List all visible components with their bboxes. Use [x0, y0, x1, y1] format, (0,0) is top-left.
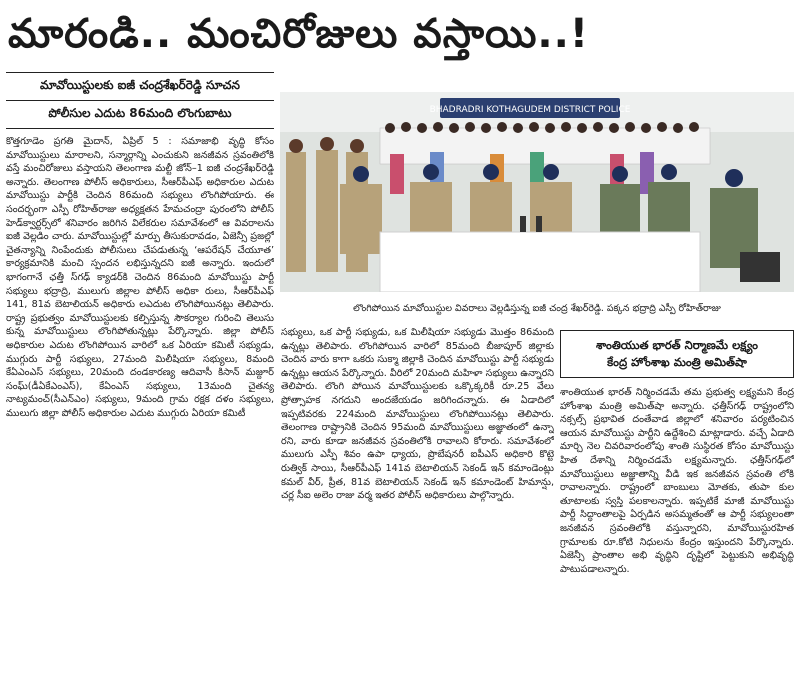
- deck-line-2: పోలీసుల ఎదుట 86మంది లొంగుబాటు: [48, 106, 232, 120]
- side-story-heading-line-1: శాంతియుత భారత్ నిర్మాణమే లక్ష్యం: [595, 338, 759, 352]
- left-column: [6, 72, 274, 672]
- press-conference-photo: [280, 92, 794, 292]
- side-story-body: శాంతియుత భారత్ నిర్మించడమే తమ ప్రభుత్వ లక్ష్యమని కేంద్ర హోంశాఖ మంత్రి అమిత్‌షా అన్నారు. ఛత్తీస్‌గఢ్ రాష్ట్రంలోని నక్సల్స్ ప్రభావిత దంతేవాడ జిల్లాలో శనివారం పర్యటించిన ఆయన మావోయిస్టు పార్టీని ఉద్దేశించి మాట్లాడారు. వచ్చే ఏడాది మార్చి నెల చివరివారంలోపు శాంతి సుస్థిరత కోసం మావోయిస్టు హిత దేశాన్ని నిర్మించడమే లక్ష్యమన్నారు. ఛత్తీస్‌గఢ్‌లో మావోయిస్టులు అజ్ఞాతాన్ని వీడి ఇక జనజీవన స్రవంతి లోకి రావాలన్నారు. రాష్ట్రంలో బాంబులు మోతకు, తుపా కుల తూటాలకు స్వస్తి పలకాలన్నారు. ఇప్పటికే మాజీ మావోయిస్టు పార్టీ సిద్ధాంతాలపై ఏర్పడిన అసమ్మతంతో ఆ పార్టీ సభ్యులంతా జనజీవన స్రవంతిలోకి వస్తున్నారని, మావోయిస్టురహిత గ్రామాలకు రూ.కోటి నిధులను కేంద్రం ఇస్తుందని పేర్కొన్నారు. ఏజెన్సీ ప్రాంతాల అభి వృద్ధిని దృష్టిలో పెట్టుకుని అభివృద్ధి పాటుపడాలన్నారు.: [560, 387, 794, 575]
- side-story: [560, 330, 794, 672]
- side-story-heading: [560, 330, 794, 378]
- photo-banner-text: BHADRADRI KOTHAGUDEM DISTRICT POLICE: [429, 105, 631, 115]
- deck: [6, 72, 274, 129]
- deck-line-1: మావోయిస్టులకు ఐజీ చంద్రశేఖర్‌రెడ్డి సూచన: [6, 73, 274, 101]
- side-story-heading-line-2: కేంద్ర హోంశాఖ మంత్రి అమిత్‌షా: [607, 355, 747, 369]
- headline: మారండి.. మంచిరోజులు వస్తాయి..!: [8, 11, 590, 57]
- article-body-left: కొత్తగూడెం ప్రగతి మైదాన్, ఏప్రిల్ 5 : సమాజాభి వృద్ధి కోసం మావోయిస్టులు మారాలని, సన్మార్గాన్ని ఎంచుకుని జనజీవన స్రవంతిలోకి వస్తే మంచిరోజులు వస్తాయని తెలంగాణ మల్టీ జోన్–1 ఐజీ చంద్రశేఖర్‌రెడ్డి అన్నారు. తెలంగాణ పోలీస్ అధికారులు, సీఆర్‌పీఎఫ్ అధికారుల ఎదుట మావోయిస్టు పార్టీకి చెందిన 86మంది సభ్యులు లొంగిపోయారు. ఈ సందర్భంగా ఎస్పీ రోహిత్‌రాజు అధ్యక్షతన హేమచంద్రా పురంలోని పోలీస్ హెడ్‌క్వార్టర్స్‌లో శనివారం జరిగిన విలేకరుల సమావేశంలో ఆ వివరాలను ఐజీ వెల్లడిం చారు. మావోయిస్టుల్లో మార్పు తీసుకురావడం, ఏజెన్సీ ప్రజల్లో చైతన్యాన్ని నింపేందుకు పోలీసులు చేపడుతున్న ‘ఆపరేషన్ చేయూత’ కార్యక్రమానికి మంచి స్పందన లభిస్తున్నదని ఐజీ అన్నారు. ఇందులో భాగంగానే ఛత్తీ స్‌గఢ్ క్యాడర్‌కి చెందిన 86మంది మావోయిస్టు పార్టీ సభ్యులు భద్రాద్రి, ములుగు జిల్లాల పోలీస్ అధికా రులు, సీఆర్‌పీఎఫ్ 141, 81వ బెటాలియన్ అధికారు లఎదుట లొంగిపోయినట్లు తెలిపారు. రాష్ట్ర ప్రభుత్వం మావోయిస్టులకు కల్పిస్తున్న సౌకర్యాల గురించి తెలుసు కున్న మావోయిస్టులు లొంగిపోతున్నట్లు పేర్కొన్నారు. జిల్లా పోలీస్ అధికారుల ఎదుట లొంగిపోయిన వారిలో ఒక ఏరియా కమిటీ సభ్యుడు, ముగ్గురు పార్టీ సభ్యులు, 27మంది మిలీషియా సభ్యులు, 8మంది కేఏఎంఎస్ సభ్యులు, 20మంది దండకారణ్య ఆదివాసీ కిసాన్ మజ్దూర్ సంఘ్(డీఏకేఎంఎస్), కేఏంఎస్ సభ్యులు, 13మంది చైతన్య నాట్యమంచ్(సీఎన్ఎం) సభ్యులు, 9మంది గ్రామ రక్షక దళం సభ్యులు, ములుగు జిల్లా పోలీస్ అధికారుల ఎదుట ముగ్గురు ఏరియా కమిటీ: [6, 136, 274, 419]
- photo-caption: లొంగిపోయిన మావోయిస్టుల వివరాలు వెల్లడిస్తున్న ఐజీ చంద్ర శేఖర్‌రెడ్డి. పక్కన భద్రాద్రి ఎస్పీ రోహిత్‌రాజు: [353, 303, 721, 314]
- article-body-middle: సభ్యులు, ఒక పార్టీ సభ్యుడు, ఒక మిలీషియా సభ్యుడు మొత్తం 86మంది ఉన్నట్లు తెలిపారు. లొంగిపోయిన వారిలో 85మంది బీజాపూర్ జిల్లాకు చెందిన వారు కాగా ఒకరు సుక్మా జిల్లాకి చెందిన మావోయిస్టు పార్టీ సభ్యుడు ఉన్నట్లు ఆయన పేర్కొన్నారు. వీరిలో 20మంది మహిళా సభ్యులు ఉన్నారని తెలిపారు. లొంగి పోయిన మావోయిస్టులకు ఒక్కొక్కరికీ రూ.25 వేలు ప్రోత్సాహక నగదుని అందజేయడం జరిగిందన్నారు. ఈ ఏడాదిలో ఇప్పటివరకు 224మంది మావోయిస్టులు లొంగిపోయినట్లు తెలిపారు. తెలంగాణ రాష్ట్రానికి చెందిన 95మంది మావోయిస్టులు అజ్ఞాతంలో ఉన్నా రని, వారు కూడా జనజీవన స్రవంతిలోకి రావాలని కోరారు. సమావేశంలో ములుగు ఎస్పీ శివం ఉపా ధ్యాయ, ప్రొబేషనరీ ఐపీఎస్ అధికారి కొట్టె రుత్విక్ సాయి, సీఆర్‌పీఎఫ్ 141వ బెటాలియన్ సెకండ్ ఇన్ కమాండెంట్లు కమల్ వీర్, ప్రీత, 81వ బెటాలియన్ సెకండ్ ఇన్ కమాండెంట్ హిమాన్షు, చర్ల సీఐ అలెం రాజు వర్మ ఇతర పోలీస్ అధికారులు పాల్గొన్నారు.: [281, 327, 554, 502]
- photo-illustration: [280, 92, 794, 292]
